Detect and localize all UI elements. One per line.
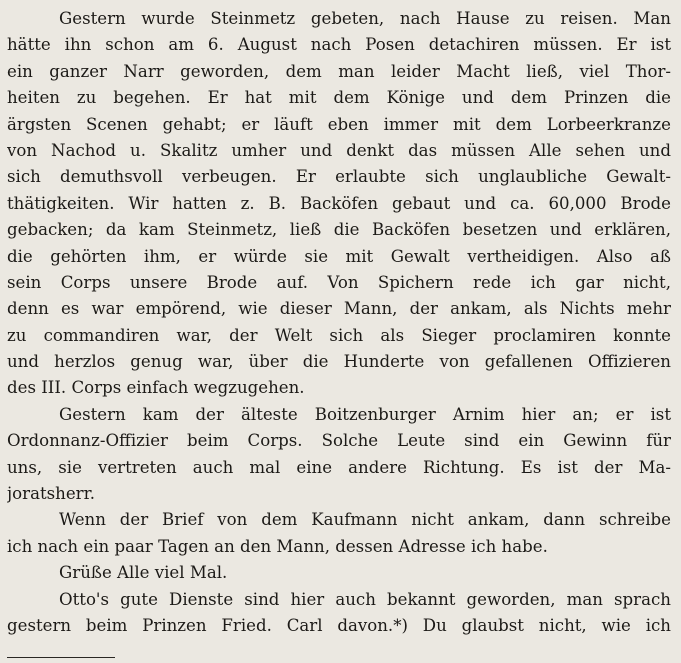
text-line: die gehörten ihm, er würde sie mit Gewalt vertheidigen. Also aß (7, 246, 671, 266)
text-line: uns, sie vertreten auch mal eine andere Richtung. Es ist der Ma- (7, 457, 671, 477)
text-line: des III. Corps einfach wegzugehen. (7, 378, 305, 398)
text-line: ärgsten Scenen gehabt; er läuft eben immer mit dem Lorbeerkranze (7, 114, 671, 134)
text-line: Wenn der Brief von dem Kaufmann nicht ankam, dann schreibe (59, 510, 671, 530)
paragraph-gruesse (7, 560, 671, 586)
text-line: zu commandiren war, der Welt sich als Sieger proclamiren konnte (7, 325, 671, 345)
paragraph-steinmetz (7, 6, 671, 402)
text-line: sich demuthsvoll verbeugen. Er erlaubte sich unglaubliche Gewalt- (7, 167, 671, 187)
text-line: Grüße Alle viel Mal. (59, 563, 228, 583)
text-line: sein Corps unsere Brode auf. Von Spichern rede ich gar nicht, (7, 272, 671, 292)
paragraph-arnim (7, 402, 671, 508)
text-line: denn es war empörend, wie dieser Mann, der ankam, als Nichts mehr (7, 299, 671, 319)
text-line: ich nach ein paar Tagen an den Mann, dessen Adresse ich habe. (7, 536, 548, 556)
text-line: gebacken; da kam Steinmetz, ließ die Backöfen besetzen und erklären, (7, 220, 671, 240)
text-line: thätigkeiten. Wir hatten z. B. Backöfen gebaut und ca. 60,000 Brode (7, 193, 671, 213)
text-line: hätte ihn schon am 6. August nach Posen detachiren müssen. Er ist (7, 35, 671, 55)
text-line: joratsherr. (7, 484, 95, 504)
paragraph-otto (7, 587, 671, 640)
text-line: und herzlos genug war, über die Hunderte von gefallenen Offizieren (7, 352, 671, 372)
paragraph-brief (7, 507, 671, 560)
text-line: ein ganzer Narr geworden, dem man leider Macht ließ, viel Thor- (7, 61, 671, 81)
text-line: Ordonnanz-Offizier beim Corps. Solche Leute sind ein Gewinn für (7, 431, 671, 451)
text-line: von Nachod u. Skalitz umher und denkt das müssen Alle sehen und (7, 140, 671, 160)
text-line: Gestern wurde Steinmetz gebeten, nach Hause zu reisen. Man (59, 9, 671, 28)
text-line: Otto's gute Dienste sind hier auch bekannt geworden, man sprach (59, 589, 671, 609)
body-text (7, 6, 671, 639)
footnote-rule (7, 657, 115, 658)
text-line: gestern beim Prinzen Fried. Carl davon.*) Du glaubst nicht, wie ich (7, 615, 671, 635)
text-line: Gestern kam der älteste Boitzenburger Arnim hier an; er ist (59, 404, 671, 424)
text-line: heiten zu begehen. Er hat mit dem Könige und dem Prinzen die (7, 88, 671, 108)
